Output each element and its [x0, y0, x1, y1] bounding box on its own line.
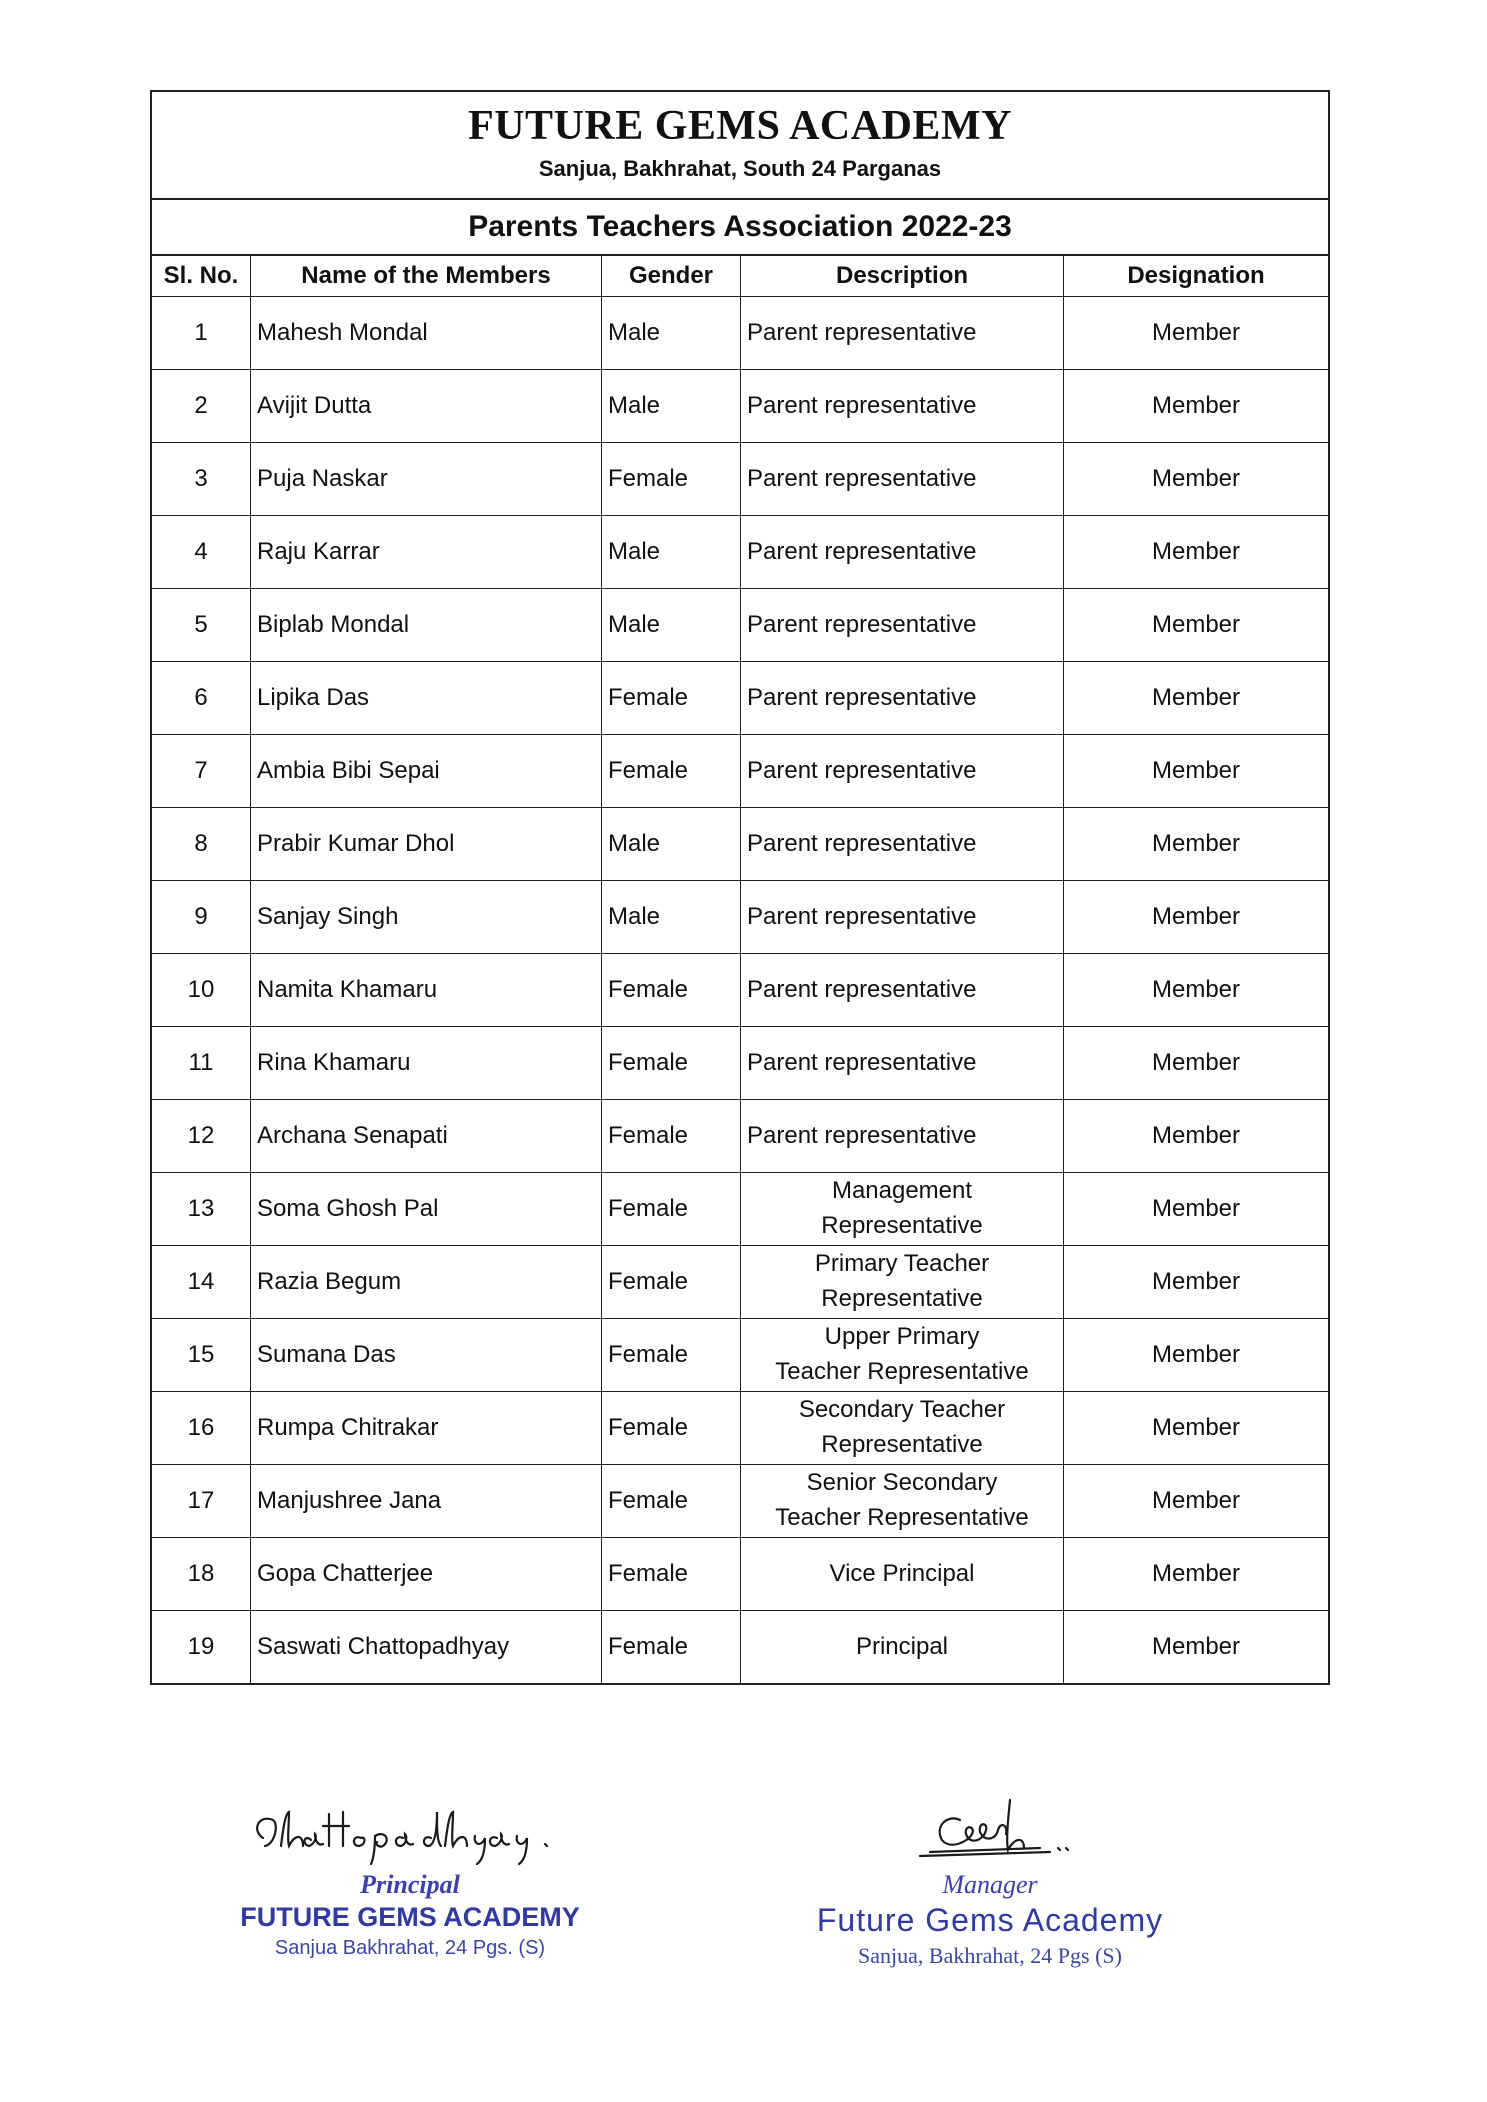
cell-gender: Female: [602, 1173, 741, 1246]
cell-designation: Member: [1064, 297, 1330, 370]
cell-designation: Member: [1064, 1027, 1330, 1100]
table-row: [151, 1246, 1329, 1319]
cell-member-name: Lipika Das: [251, 662, 602, 735]
cell-designation: Member: [1064, 516, 1330, 589]
description-line-2: Teacher Representative: [775, 1504, 1029, 1531]
cell-designation: Member: [1064, 1611, 1330, 1685]
cell-gender: Female: [602, 662, 741, 735]
cell-member-name: Sumana Das: [251, 1319, 602, 1392]
cell-sl-no: 9: [151, 881, 251, 954]
cell-gender: Female: [602, 1027, 741, 1100]
table-row: [151, 297, 1329, 370]
cell-gender: Female: [602, 1246, 741, 1319]
cell-sl-no: 17: [151, 1465, 251, 1538]
description-line-2: Representative: [821, 1212, 983, 1239]
column-header-gender: Gender: [602, 255, 741, 297]
cell-description: [741, 1392, 1064, 1465]
cell-gender: Female: [602, 1611, 741, 1685]
cell-designation: Member: [1064, 1538, 1330, 1611]
cell-sl-no: 6: [151, 662, 251, 735]
description-line-1: Secondary Teacher: [798, 1396, 1006, 1424]
cell-sl-no: 14: [151, 1246, 251, 1319]
cell-description: Parent representative: [741, 370, 1064, 443]
cell-member-name: Sanjay Singh: [251, 881, 602, 954]
cell-designation: Member: [1064, 954, 1330, 1027]
cell-member-name: Prabir Kumar Dhol: [251, 808, 602, 881]
cell-sl-no: 16: [151, 1392, 251, 1465]
cell-gender: Female: [602, 443, 741, 516]
cell-sl-no: 10: [151, 954, 251, 1027]
cell-member-name: Saswati Chattopadhyay: [251, 1611, 602, 1685]
description-line-1: Senior Secondary: [806, 1469, 998, 1497]
cell-sl-no: 4: [151, 516, 251, 589]
cell-gender: Male: [602, 370, 741, 443]
table-row: [151, 1465, 1329, 1538]
table-header-row: [151, 255, 1329, 297]
cell-description: Parent representative: [741, 808, 1064, 881]
description-line-2: Teacher Representative: [775, 1358, 1029, 1385]
cell-description: Parent representative: [741, 662, 1064, 735]
cell-member-name: Ambia Bibi Sepai: [251, 735, 602, 808]
cell-designation: Member: [1064, 881, 1330, 954]
cell-designation: Member: [1064, 808, 1330, 881]
cell-sl-no: 1: [151, 297, 251, 370]
cell-gender: Female: [602, 1100, 741, 1173]
cell-gender: Male: [602, 516, 741, 589]
table-row: [151, 1173, 1329, 1246]
cell-description: Parent representative: [741, 297, 1064, 370]
members-table: [150, 254, 1330, 1685]
cell-member-name: Rina Khamaru: [251, 1027, 602, 1100]
cell-description: [741, 1246, 1064, 1319]
cell-description: Parent representative: [741, 1027, 1064, 1100]
cell-sl-no: 7: [151, 735, 251, 808]
cell-description: Parent representative: [741, 881, 1064, 954]
cell-designation: Member: [1064, 662, 1330, 735]
cell-sl-no: 13: [151, 1173, 251, 1246]
cell-description: Vice Principal: [741, 1538, 1064, 1611]
school-name: FUTURE GEMS ACADEMY: [468, 103, 1012, 149]
principal-stamp-school: FUTURE GEMS ACADEMY: [240, 1902, 580, 1932]
table-row: [151, 1611, 1329, 1685]
cell-member-name: Raju Karrar: [251, 516, 602, 589]
cell-designation: Member: [1064, 370, 1330, 443]
cell-sl-no: 8: [151, 808, 251, 881]
cell-sl-no: 3: [151, 443, 251, 516]
cell-member-name: Namita Khamaru: [251, 954, 602, 1027]
cell-gender: Male: [602, 808, 741, 881]
cell-gender: Female: [602, 1538, 741, 1611]
cell-member-name: Puja Naskar: [251, 443, 602, 516]
description-line-2: Representative: [821, 1431, 983, 1458]
table-row: [151, 1027, 1329, 1100]
description-line-1: Upper Primary: [824, 1323, 980, 1351]
cell-designation: Member: [1064, 1465, 1330, 1538]
cell-member-name: Avijit Dutta: [251, 370, 602, 443]
cell-sl-no: 15: [151, 1319, 251, 1392]
cell-member-name: Rumpa Chitrakar: [251, 1392, 602, 1465]
cell-member-name: Biplab Mondal: [251, 589, 602, 662]
cell-designation: Member: [1064, 735, 1330, 808]
document-page: [150, 90, 1330, 1685]
principal-stamp-address: Sanjua Bakhrahat, 24 Pgs. (S): [274, 1937, 546, 1959]
table-body: [151, 297, 1329, 1685]
cell-description: Parent representative: [741, 1100, 1064, 1173]
cell-gender: Male: [602, 589, 741, 662]
cell-description: Parent representative: [741, 516, 1064, 589]
cell-sl-no: 2: [151, 370, 251, 443]
column-header-description: Description: [741, 255, 1064, 297]
cell-designation: Member: [1064, 1392, 1330, 1465]
description-line-1: Primary Teacher: [814, 1250, 990, 1278]
cell-sl-no: 5: [151, 589, 251, 662]
table-row: [151, 443, 1329, 516]
table-row: [151, 735, 1329, 808]
cell-gender: Female: [602, 1465, 741, 1538]
table-row: [151, 1319, 1329, 1392]
manager-stamp-role: Manager: [942, 1870, 1038, 1899]
manager-signature-block: [790, 1790, 1190, 1969]
cell-gender: Female: [602, 954, 741, 1027]
cell-description: [741, 1173, 1064, 1246]
cell-member-name: Mahesh Mondal: [251, 297, 602, 370]
manager-signature: [890, 1790, 1090, 1870]
cell-gender: Female: [602, 1392, 741, 1465]
cell-designation: Member: [1064, 589, 1330, 662]
cell-member-name: Razia Begum: [251, 1246, 602, 1319]
column-header-designation: Designation: [1064, 255, 1330, 297]
cell-designation: Member: [1064, 443, 1330, 516]
description-line-1: Management: [831, 1177, 973, 1205]
column-header-name: Name of the Members: [251, 255, 602, 297]
cell-description: [741, 1465, 1064, 1538]
cell-designation: Member: [1064, 1100, 1330, 1173]
cell-description: Parent representative: [741, 589, 1064, 662]
association-title: Parents Teachers Association 2022-23: [150, 198, 1330, 254]
cell-gender: Male: [602, 297, 741, 370]
cell-sl-no: 19: [151, 1611, 251, 1685]
table-row: [151, 370, 1329, 443]
table-row: [151, 589, 1329, 662]
cell-sl-no: 12: [151, 1100, 251, 1173]
manager-stamp-address: Sanjua, Bakhrahat, 24 Pgs (S): [858, 1943, 1122, 1968]
school-address: Sanjua, Bakhrahat, South 24 Parganas: [538, 156, 942, 181]
cell-designation: Member: [1064, 1246, 1330, 1319]
table-row: [151, 1538, 1329, 1611]
principal-stamp-role: Principal: [360, 1870, 460, 1899]
cell-member-name: Archana Senapati: [251, 1100, 602, 1173]
manager-stamp-school: Future Gems Academy: [816, 1902, 1164, 1938]
cell-description: Principal: [741, 1611, 1064, 1685]
description-line-2: Representative: [821, 1285, 983, 1312]
table-row: [151, 954, 1329, 1027]
document-header: [150, 90, 1330, 198]
table-row: [151, 881, 1329, 954]
cell-member-name: Soma Ghosh Pal: [251, 1173, 602, 1246]
table-row: [151, 662, 1329, 735]
table-row: [151, 1392, 1329, 1465]
cell-member-name: Manjushree Jana: [251, 1465, 602, 1538]
cell-description: Parent representative: [741, 443, 1064, 516]
cell-sl-no: 11: [151, 1027, 251, 1100]
cell-description: Parent representative: [741, 735, 1064, 808]
principal-signature: [245, 1800, 575, 1870]
cell-member-name: Gopa Chatterjee: [251, 1538, 602, 1611]
cell-gender: Male: [602, 881, 741, 954]
cell-designation: Member: [1064, 1319, 1330, 1392]
cell-gender: Female: [602, 735, 741, 808]
cell-designation: Member: [1064, 1173, 1330, 1246]
cell-description: Parent representative: [741, 954, 1064, 1027]
table-row: [151, 516, 1329, 589]
cell-sl-no: 18: [151, 1538, 251, 1611]
principal-signature-block: [220, 1800, 600, 1960]
column-header-sl-no: Sl. No.: [151, 255, 251, 297]
table-row: [151, 808, 1329, 881]
table-row: [151, 1100, 1329, 1173]
cell-description: [741, 1319, 1064, 1392]
cell-gender: Female: [602, 1319, 741, 1392]
